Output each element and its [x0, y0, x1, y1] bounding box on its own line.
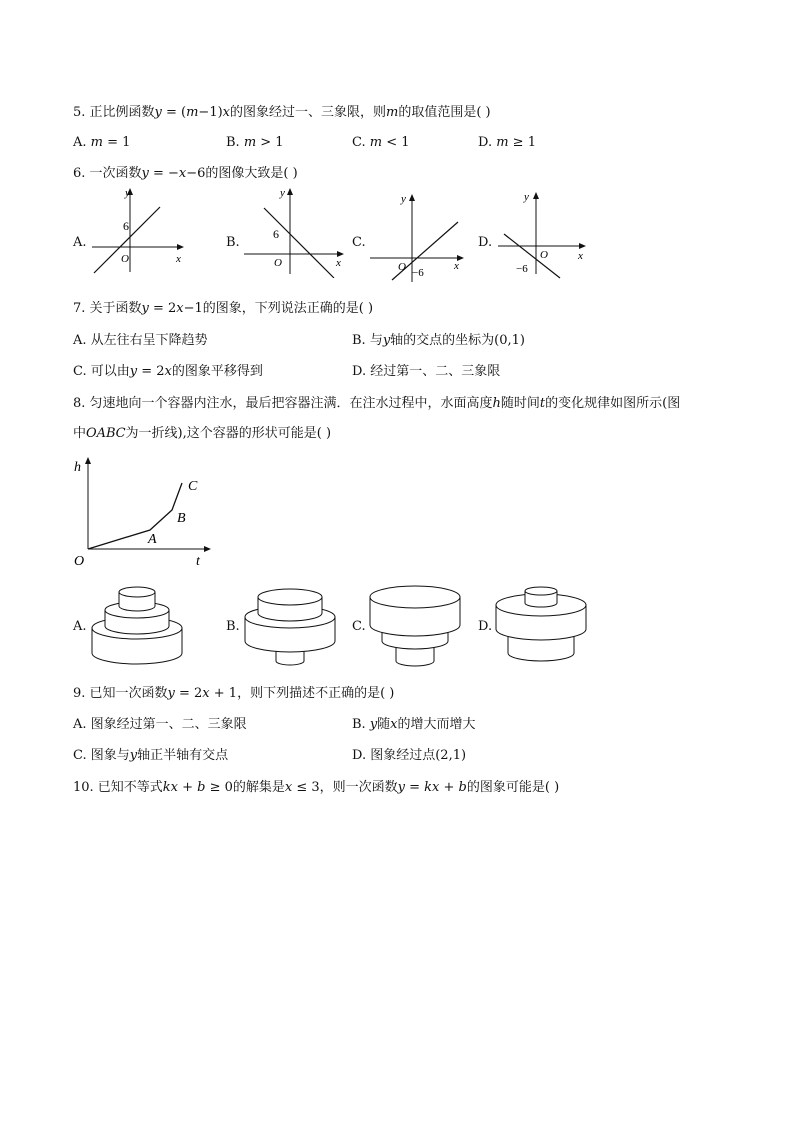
question-7-option-d[interactable]: D. 经过第一、二、三象限	[352, 364, 501, 379]
question-8-stem-line1: 8. 匀速地向一个容器内注水，最后把容器注满．在注水过程中，水面高度ℎ随时间𝑡的变化规律如图所示(图	[73, 396, 681, 411]
origin-label: O	[274, 257, 282, 269]
question-8-stem-line2: 中𝑂𝐴𝐵𝐶为一折线),这个容器的形状可能是( )	[73, 426, 332, 441]
question-6-graph-a	[88, 186, 188, 278]
question-10-stem: 10. 已知不等式𝑘𝑥 + 𝑏 ≥ 0的解集是𝑥 ≤ 3，则一次函数𝑦 = 𝑘𝑥 + 𝑏的图象可能是( )	[73, 780, 560, 795]
question-7-option-a[interactable]: A. 从左往右呈下降趋势	[73, 333, 208, 348]
axis-label-x: x	[454, 260, 459, 272]
axis-label-y: y	[524, 191, 529, 203]
axis-label-h: h	[74, 460, 81, 475]
point-a-label: A	[148, 532, 157, 547]
question-6-option-a[interactable]: A.	[73, 235, 87, 250]
question-9-stem: 9. 已知一次函数𝑦 = 2𝑥 + 1，则下列描述不正确的是( )	[73, 686, 395, 701]
origin-label: O	[398, 261, 406, 273]
axis-label-t: t	[196, 554, 200, 569]
question-5-option-c[interactable]: C. 𝑚 < 1	[352, 135, 410, 150]
question-6-graph-d	[494, 188, 590, 280]
origin-label: O	[74, 554, 85, 569]
question-8-graph	[70, 452, 220, 570]
intercept-label: 6	[273, 227, 279, 241]
container-b-icon	[243, 585, 337, 669]
question-5-option-a[interactable]: A. 𝑚 = 1	[73, 135, 131, 150]
question-6-graph-b	[240, 186, 350, 278]
question-7-stem: 7. 关于函数𝑦 = 2𝑥−1的图象，下列说法正确的是( )	[73, 301, 374, 316]
origin-label: O	[540, 249, 548, 261]
question-8-option-a[interactable]: A.	[73, 619, 87, 634]
question-9-option-d[interactable]: D. 图象经过点(2,1)	[352, 748, 467, 763]
point-b-label: B	[177, 511, 186, 526]
point-c-label: C	[188, 479, 198, 494]
origin-label: O	[121, 253, 129, 265]
question-9-option-b[interactable]: B. 𝑦随𝑥的增大而增大	[352, 717, 476, 732]
axis-label-x: x	[176, 253, 181, 265]
question-7-option-c[interactable]: C. 可以由𝑦 = 2𝑥的图象平移得到	[73, 364, 263, 379]
axis-label-x: x	[578, 250, 583, 262]
question-7-option-b[interactable]: B. 与𝑦轴的交点的坐标为(0,1)	[352, 333, 525, 348]
axis-label-y: y	[401, 193, 406, 205]
question-9-option-a[interactable]: A. 图象经过第一、二、三象限	[73, 717, 247, 732]
question-6-stem: 6. 一次函数𝑦 = −𝑥−6的图像大致是( )	[73, 166, 298, 181]
question-5-stem: 5. 正比例函数𝑦 = (𝑚−1)𝑥的图象经过一、三象限，则𝑚的取值范围是( )	[73, 105, 491, 120]
container-d-icon	[494, 585, 588, 667]
intercept-label: 6	[123, 219, 129, 233]
intercept-label: −6	[412, 267, 424, 279]
question-5-option-b[interactable]: B. 𝑚 > 1	[226, 135, 284, 150]
axis-label-y: y	[125, 187, 130, 199]
question-6-option-c[interactable]: C.	[352, 235, 366, 250]
question-6-option-b[interactable]: B.	[226, 235, 240, 250]
question-8-option-d[interactable]: D.	[478, 619, 493, 634]
axis-label-x: x	[336, 257, 341, 269]
question-9-option-c[interactable]: C. 图象与𝑦轴正半轴有交点	[73, 748, 229, 763]
question-6-option-d[interactable]: D.	[478, 235, 493, 250]
container-c-icon	[368, 583, 462, 673]
question-6-graph-c	[366, 190, 470, 282]
question-8-option-c[interactable]: C.	[352, 619, 366, 634]
intercept-label: −6	[516, 263, 528, 275]
container-a-icon	[90, 578, 184, 668]
question-5-option-d[interactable]: D. 𝑚 ≥ 1	[478, 135, 536, 150]
axis-label-y: y	[280, 187, 285, 199]
question-8-option-b[interactable]: B.	[226, 619, 240, 634]
